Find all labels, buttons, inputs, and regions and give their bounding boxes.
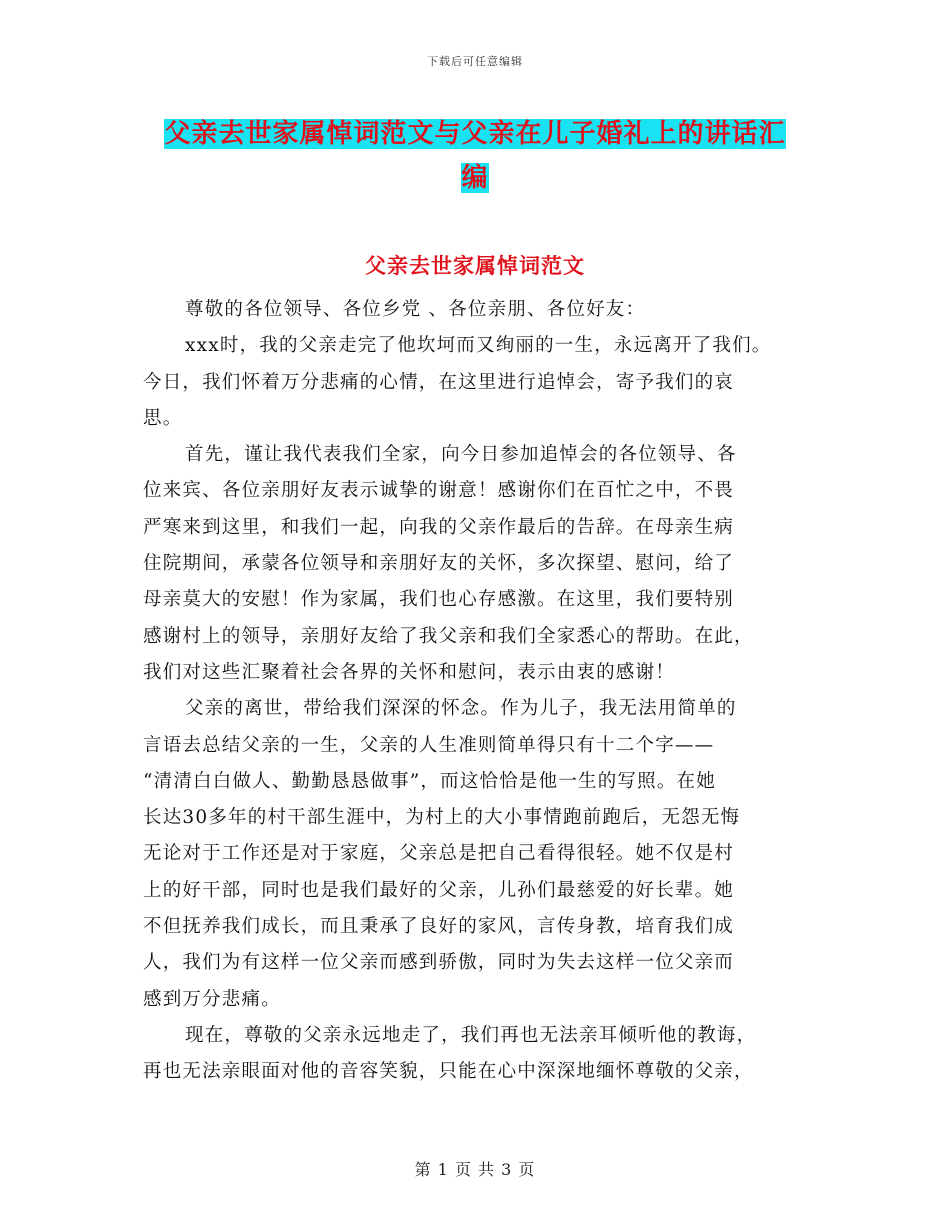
body-text (143, 292, 813, 1091)
paragraph-line: 无论对于工作还是对于家庭，父亲总是把自己看得很轻。她不仅是村 (143, 843, 735, 865)
paragraph-line: xxx时，我的父亲走完了他坎坷而又绚丽的一生，永远离开了我们。 (185, 335, 772, 357)
paragraph-line: 感到万分悲痛。 (143, 988, 281, 1010)
paragraph-line: 首先，谨让我代表我们全家，向今日参加追悼会的各位领导、各 (185, 444, 737, 466)
paragraph-line: 现在，尊敬的父亲永远地走了，我们再也无法亲耳倾听他的教诲， (185, 1024, 757, 1046)
paragraph-line: 感谢村上的领导，亲朋好友给了我父亲和我们全家悉心的帮助。在此， (143, 625, 754, 647)
paragraph-line: “清清白白做人、勤勤恳恳做事”，而这恰恰是他一生的写照。在她 (143, 770, 716, 792)
paragraph-line: 人，我们为有这样一位父亲而感到骄傲，同时为失去这样一位父亲而 (143, 952, 735, 974)
paragraph-line: 父亲的离世，带给我们深深的怀念。作为儿子，我无法用简单的 (185, 698, 737, 720)
document-title (0, 112, 950, 200)
paragraph-line: 再也无法亲眼面对他的音容笑貌，只能在心中深深地缅怀尊敬的父亲， (143, 1061, 754, 1083)
paragraph-line: 不但抚养我们成长，而且秉承了良好的家风，言传身教，培育我们成 (143, 916, 735, 938)
paragraph-line: 母亲莫大的安慰！作为家属，我们也心存感激。在这里，我们要特别 (143, 589, 735, 611)
paragraph-line: 住院期间，承蒙各位领导和亲朋好友的关怀，多次探望、慰问，给了 (143, 553, 735, 575)
header-note: 下载后可任意编辑 (427, 55, 523, 68)
document-title-line-2: 编 (461, 163, 489, 193)
paragraph-line: 尊敬的各位领导、各位乡党 、各位亲朋、各位好友： (185, 299, 646, 320)
paragraph-line: 上的好干部，同时也是我们最好的父亲，儿孙们最慈爱的好长辈。她 (143, 879, 735, 901)
paragraph-line: 今日，我们怀着万分悲痛的心情，在这里进行追悼会，寄予我们的哀 (143, 371, 735, 393)
document-title-line-1: 父亲去世家属悼词范文与父亲在儿子婚礼上的讲话汇 (164, 119, 786, 149)
paragraph-line: 严寒来到这里，和我们一起，向我的父亲作最后的告辞。在母亲生病 (143, 516, 735, 538)
section-title: 父亲去世家属悼词范文 (365, 253, 585, 278)
paragraph-line: 言语去总结父亲的一生，父亲的人生准则简单得只有十二个字—— (143, 734, 715, 756)
paragraph-line: 长达30多年的村干部生涯中，为村上的大小事情跑前跑后，无怨无悔 (143, 807, 741, 829)
paragraph-line: 思。 (143, 407, 183, 429)
paragraph-line: 我们对这些汇聚着社会各界的关怀和慰问，表示由衷的感谢！ (143, 661, 675, 683)
paragraph-line: 位来宾、各位亲朋好友表示诚挚的谢意！感谢你们在百忙之中，不畏 (143, 480, 735, 502)
page-footer: 第 1 页 共 3 页 (414, 1160, 536, 1179)
